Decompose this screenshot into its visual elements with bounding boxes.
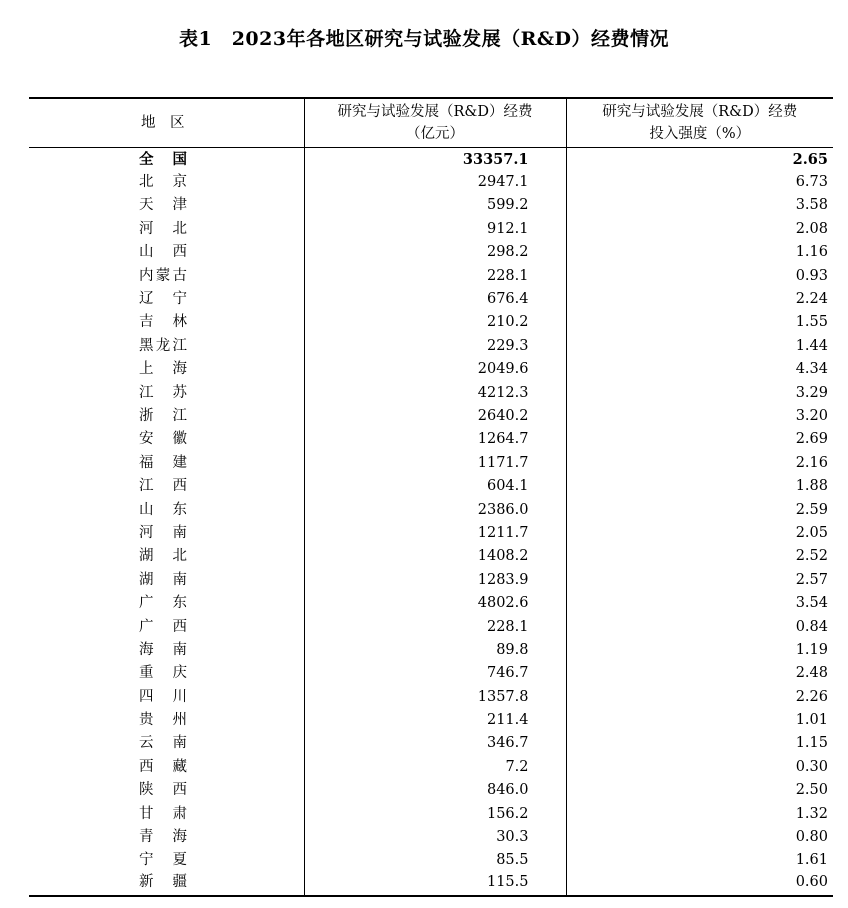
intensity-cell: 1.88 <box>566 474 833 497</box>
region-cell <box>29 591 304 614</box>
table-row <box>29 615 833 638</box>
intensity-cell: 0.30 <box>566 755 833 778</box>
rd-expenditure-table <box>29 97 833 897</box>
table-header-row <box>29 98 833 147</box>
intensity-cell: 3.20 <box>566 404 833 427</box>
intensity-cell: 1.55 <box>566 311 833 334</box>
expenditure-cell: 4212.3 <box>304 381 566 404</box>
intensity-cell: 2.05 <box>566 521 833 544</box>
table-row <box>29 334 833 357</box>
expenditure-cell: 676.4 <box>304 287 566 310</box>
intensity-cell: 2.48 <box>566 662 833 685</box>
region-cell <box>29 217 304 240</box>
intensity-cell: 2.26 <box>566 685 833 708</box>
region-cell <box>29 638 304 661</box>
table-row-total <box>29 147 833 170</box>
intensity-cell: 1.32 <box>566 802 833 825</box>
region-cell <box>29 428 304 451</box>
intensity-cell: 2.59 <box>566 498 833 521</box>
expenditure-cell: 210.2 <box>304 311 566 334</box>
header-expenditure-line2: （亿元） <box>406 125 464 142</box>
region-name: 重庆 <box>139 665 187 682</box>
header-region: 地 区 <box>29 98 304 147</box>
table-row <box>29 287 833 310</box>
region-cell <box>29 545 304 568</box>
table-row <box>29 872 833 895</box>
intensity-cell: 1.61 <box>566 849 833 872</box>
intensity-cell: 1.01 <box>566 708 833 731</box>
region-name: 江苏 <box>139 384 187 401</box>
expenditure-cell: 211.4 <box>304 708 566 731</box>
expenditure-cell: 229.3 <box>304 334 566 357</box>
region-name: 安徽 <box>139 431 187 448</box>
table-row <box>29 732 833 755</box>
table-row <box>29 685 833 708</box>
region-name: 湖南 <box>139 571 187 588</box>
table-row <box>29 849 833 872</box>
expenditure-cell: 89.8 <box>304 638 566 661</box>
intensity-cell: 1.19 <box>566 638 833 661</box>
region-cell <box>29 474 304 497</box>
region-name: 广东 <box>139 595 187 612</box>
region-cell <box>29 802 304 825</box>
expenditure-cell: 228.1 <box>304 615 566 638</box>
intensity-cell: 1.16 <box>566 241 833 264</box>
intensity-cell: 1.44 <box>566 334 833 357</box>
expenditure-cell: 115.5 <box>304 872 566 895</box>
region-cell <box>29 849 304 872</box>
region-name: 湖北 <box>139 548 187 565</box>
region-name: 江西 <box>139 478 187 495</box>
region-cell <box>29 170 304 193</box>
region-cell <box>29 404 304 427</box>
region-name: 青海 <box>139 829 187 846</box>
region-name: 西藏 <box>139 758 187 775</box>
region-name: 河北 <box>139 220 187 237</box>
table-row <box>29 311 833 334</box>
expenditure-cell: 2640.2 <box>304 404 566 427</box>
region-name: 浙江 <box>139 407 187 424</box>
region-name: 甘肃 <box>139 805 187 822</box>
region-cell <box>29 311 304 334</box>
table-row <box>29 662 833 685</box>
expenditure-cell: 228.1 <box>304 264 566 287</box>
region-cell <box>29 521 304 544</box>
expenditure-cell: 30.3 <box>304 825 566 848</box>
expenditure-cell: 599.2 <box>304 194 566 217</box>
table-row <box>29 358 833 381</box>
expenditure-cell: 1283.9 <box>304 568 566 591</box>
region-name: 河南 <box>139 524 187 541</box>
header-expenditure <box>304 98 566 147</box>
intensity-cell: 2.24 <box>566 287 833 310</box>
header-intensity <box>566 98 833 147</box>
expenditure-cell: 85.5 <box>304 849 566 872</box>
region-cell <box>29 872 304 895</box>
region-cell <box>29 755 304 778</box>
table-row <box>29 545 833 568</box>
region-cell <box>29 358 304 381</box>
region-name: 吉林 <box>139 314 187 331</box>
table-row <box>29 638 833 661</box>
expenditure-cell: 1211.7 <box>304 521 566 544</box>
intensity-cell: 2.57 <box>566 568 833 591</box>
table-row <box>29 264 833 287</box>
region-cell <box>29 685 304 708</box>
region-name: 新疆 <box>139 874 187 891</box>
region-cell <box>29 381 304 404</box>
expenditure-cell: 156.2 <box>304 802 566 825</box>
region-cell <box>29 568 304 591</box>
header-intensity-line2: 投入强度（%） <box>649 125 751 142</box>
region-name: 山西 <box>139 244 187 261</box>
intensity-cell: 6.73 <box>566 170 833 193</box>
region-name: 宁夏 <box>139 852 187 869</box>
region-name: 云南 <box>139 735 187 752</box>
intensity-cell: 3.58 <box>566 194 833 217</box>
region-cell <box>29 708 304 731</box>
region-name: 天津 <box>139 197 187 214</box>
intensity-cell: 0.80 <box>566 825 833 848</box>
table-row <box>29 708 833 731</box>
table-row <box>29 170 833 193</box>
expenditure-cell: 1357.8 <box>304 685 566 708</box>
intensity-cell: 0.84 <box>566 615 833 638</box>
region-cell <box>29 662 304 685</box>
table-row <box>29 194 833 217</box>
region-name: 四川 <box>139 688 187 705</box>
region-name: 山东 <box>139 501 187 518</box>
table-row <box>29 381 833 404</box>
expenditure-cell: 4802.6 <box>304 591 566 614</box>
table-body <box>29 147 833 896</box>
region-cell <box>29 287 304 310</box>
expenditure-cell: 846.0 <box>304 779 566 802</box>
region-cell <box>29 147 304 170</box>
table-row <box>29 451 833 474</box>
intensity-cell: 2.50 <box>566 779 833 802</box>
intensity-cell: 2.16 <box>566 451 833 474</box>
table-row <box>29 498 833 521</box>
region-name: 内蒙古 <box>139 267 187 284</box>
region-cell <box>29 334 304 357</box>
region-cell <box>29 451 304 474</box>
table-title: 表1 2023年各地区研究与试验发展（R&D）经费情况 <box>178 28 670 50</box>
table-row <box>29 591 833 614</box>
intensity-cell: 4.34 <box>566 358 833 381</box>
region-name: 福建 <box>139 454 187 471</box>
region-name: 上海 <box>139 361 187 378</box>
expenditure-cell: 33357.1 <box>304 147 566 170</box>
header-intensity-line1: 研究与试验发展（R&D）经费 <box>602 103 798 120</box>
region-name: 海南 <box>139 641 187 658</box>
region-name: 广西 <box>139 618 187 635</box>
region-cell <box>29 615 304 638</box>
expenditure-cell: 7.2 <box>304 755 566 778</box>
intensity-cell: 3.54 <box>566 591 833 614</box>
intensity-cell: 0.93 <box>566 264 833 287</box>
expenditure-cell: 1171.7 <box>304 451 566 474</box>
table-row <box>29 825 833 848</box>
table-row <box>29 755 833 778</box>
table-row <box>29 241 833 264</box>
intensity-cell: 2.52 <box>566 545 833 568</box>
table-row <box>29 779 833 802</box>
expenditure-cell: 604.1 <box>304 474 566 497</box>
intensity-cell: 3.29 <box>566 381 833 404</box>
region-cell <box>29 241 304 264</box>
region-cell <box>29 194 304 217</box>
region-name: 陕西 <box>139 782 187 799</box>
region-cell <box>29 264 304 287</box>
region-cell <box>29 779 304 802</box>
region-cell <box>29 498 304 521</box>
table-row <box>29 521 833 544</box>
expenditure-cell: 746.7 <box>304 662 566 685</box>
region-name: 北京 <box>139 174 187 191</box>
expenditure-cell: 912.1 <box>304 217 566 240</box>
expenditure-cell: 1408.2 <box>304 545 566 568</box>
region-name: 黑龙江 <box>139 337 187 354</box>
table-row <box>29 217 833 240</box>
region-name: 全国 <box>139 150 187 168</box>
header-expenditure-line1: 研究与试验发展（R&D）经费 <box>337 103 533 120</box>
expenditure-cell: 1264.7 <box>304 428 566 451</box>
table-row <box>29 802 833 825</box>
expenditure-cell: 2049.6 <box>304 358 566 381</box>
table-row <box>29 404 833 427</box>
expenditure-cell: 2947.1 <box>304 170 566 193</box>
intensity-cell: 2.69 <box>566 428 833 451</box>
region-name: 贵州 <box>139 712 187 729</box>
intensity-cell: 0.60 <box>566 872 833 895</box>
intensity-cell: 2.65 <box>566 147 833 170</box>
table-row <box>29 568 833 591</box>
table-row <box>29 474 833 497</box>
expenditure-cell: 298.2 <box>304 241 566 264</box>
table-row <box>29 428 833 451</box>
expenditure-cell: 346.7 <box>304 732 566 755</box>
region-cell <box>29 732 304 755</box>
expenditure-cell: 2386.0 <box>304 498 566 521</box>
intensity-cell: 1.15 <box>566 732 833 755</box>
intensity-cell: 2.08 <box>566 217 833 240</box>
region-name: 辽宁 <box>139 291 187 308</box>
region-cell <box>29 825 304 848</box>
